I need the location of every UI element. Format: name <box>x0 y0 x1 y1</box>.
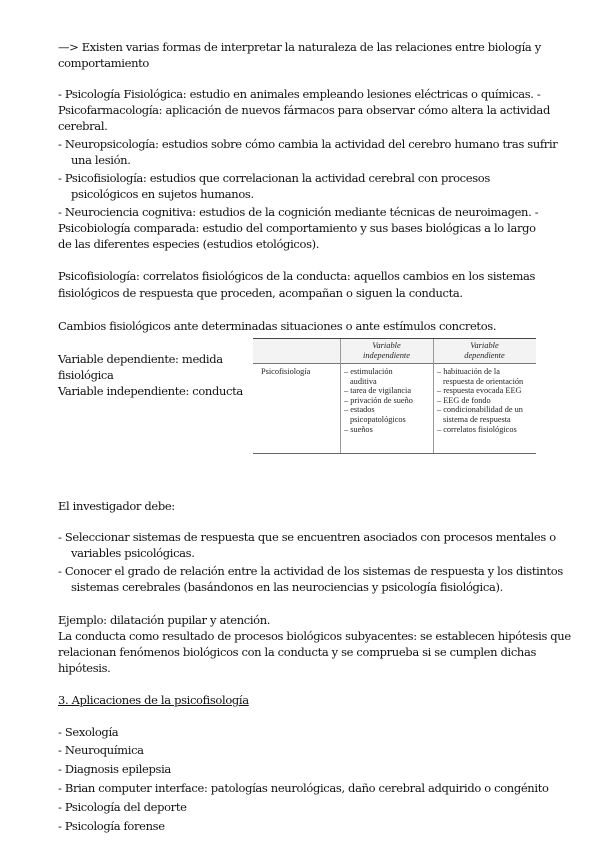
variable-line: Variable dependiente: medida <box>58 352 223 366</box>
variables-table <box>253 338 536 454</box>
definition-line: fisiológicos de respuesta que proceden, acompañan o siguen la conducta. <box>58 286 463 300</box>
paragraph-line: hipótesis. <box>58 661 111 675</box>
table-cell: – correlatos fisiológicos <box>437 424 517 434</box>
paragraph-line: La conducta como resultado de procesos biológicos subyacentes: se establecen hipótesis que <box>58 629 571 643</box>
table-cell: auditiva <box>350 376 377 386</box>
list-line: - Conocer el grado de relación entre la actividad de los sistemas de respuesta y los distintos <box>58 564 563 578</box>
table-cell: – estados <box>344 405 375 415</box>
paragraph-line: Ejemplo: dilatación pupilar y atención. <box>58 613 271 627</box>
table-cell: – estimulación <box>344 367 393 376</box>
variable-line: Variable independiente: conducta <box>58 384 243 398</box>
approach-line: psicológicos en sujetos humanos. <box>71 187 254 201</box>
definition-line: Psicofisiología: correlatos fisiológicos de la conducta: aquellos cambios en los sistemas <box>58 269 536 283</box>
table-cell: sistema de respuesta <box>443 414 511 424</box>
table-cell: – privación de sueño <box>344 395 413 405</box>
table-cell: – EEG de fondo <box>437 395 491 405</box>
table-cell: – tarea de vigilancia <box>344 386 412 396</box>
list-item: - Psicología forense <box>58 819 165 833</box>
header-dependent: Variable dependiente <box>464 341 505 360</box>
section-heading: 3. Aplicaciones de la psicofisología <box>58 693 249 707</box>
table-row-label: Psicofisiología <box>261 367 311 376</box>
approach-line: de las diferentes especies (estudios etológicos). <box>58 237 320 251</box>
list-line: - Seleccionar sistemas de respuesta que se encuentren asociados con procesos mentales o <box>58 530 556 544</box>
list-item: - Psicología del deporte <box>58 800 187 814</box>
list-item: - Diagnosis epilepsia <box>58 762 171 776</box>
table-cell: psicopatológicos <box>350 414 406 424</box>
list-line: sistemas cerebrales (basándonos en las neurociencias y psicología fisiológica). <box>71 580 503 594</box>
paragraph-line: relacionan fenómenos biológicos con la conducta y se comprueba si se cumplen dichas <box>58 645 537 659</box>
approach-line: - Neurociencia cognitiva: estudios de la cognición mediante técnicas de neuroimagen. - <box>58 205 539 219</box>
list-line: variables psicológicas. <box>71 546 195 560</box>
approach-line: una lesión. <box>71 153 131 167</box>
independent-variables <box>344 367 413 434</box>
approach-line: Psicofarmacología: aplicación de nuevos fármacos para observar cómo altera la actividad <box>58 103 550 117</box>
approach-line: cerebral. <box>58 119 108 133</box>
table-cell: – condicionabilidad de un <box>437 405 523 415</box>
dependent-variables <box>437 367 523 434</box>
list-item: - Neuroquímica <box>58 743 144 757</box>
definition-line: Cambios fisiológicos ante determinadas situaciones o ante estímulos concretos. <box>58 319 497 333</box>
intro-line: comportamiento <box>58 56 149 70</box>
table-cell: respuesta de orientación <box>443 376 524 386</box>
table-cell: – habituación de la <box>437 367 500 376</box>
approach-line: - Psicofisiología: estudios que correlacionan la actividad cerebral con procesos <box>58 171 490 185</box>
list-item: - Sexología <box>58 725 119 739</box>
table-cell: – respuesta evocada EEG <box>437 386 522 396</box>
variable-line: fisiológica <box>58 368 114 382</box>
approach-line: - Psicología Fisiológica: estudio en animales empleando lesiones eléctricas o químicas. - <box>58 87 541 101</box>
list-item: - Brian computer interface: patologías neurológicas, daño cerebral adquirido o congénito <box>58 781 549 795</box>
paragraph-line: El investigador debe: <box>58 499 175 513</box>
intro-line: —> Existen varias formas de interpretar la naturaleza de las relaciones entre biología y <box>58 40 541 54</box>
table-cell: – sueños <box>344 424 373 434</box>
header-independent: Variable independiente <box>363 341 410 360</box>
approach-line: - Neuropsicología: estudios sobre cómo cambia la actividad del cerebro humano tras sufrir <box>58 137 558 151</box>
approach-line: Psicobiología comparada: estudio del comportamiento y sus bases biológicas a lo largo <box>58 221 536 235</box>
